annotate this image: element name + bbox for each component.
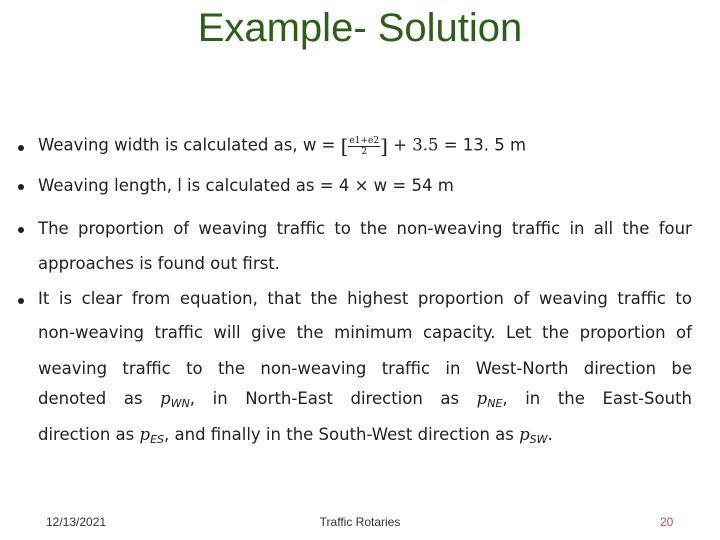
word: proportion [579,323,666,342]
word: direction [350,389,423,408]
fraction-numerator: e1+e2 [349,135,380,146]
word: traffic [381,359,431,378]
word: the [360,219,388,238]
word: the [310,289,338,308]
text: direction as [38,425,140,444]
bullet-dot [18,145,24,151]
bullet-capacity-line-5 [38,425,553,446]
bracket-close: ] [380,134,388,158]
word: of [676,323,692,342]
word: North-East [245,389,333,408]
word: all [593,219,614,238]
word: direction [583,359,657,378]
word: minimum [334,323,413,342]
symbol-p-wn [160,389,195,410]
word: weaving [198,219,268,238]
footer-title: Traffic Rotaries [319,515,401,529]
word: traffic [276,219,326,238]
word: in [445,359,461,378]
bullet-weaving-width [38,134,526,158]
word: proportion [77,219,164,238]
bullet-capacity-line-3 [38,359,692,378]
word: will [213,323,241,342]
page-number: 20 [660,515,674,529]
bullet-proportion-line-2: approaches is found out first. [38,254,280,273]
word: non-weaving [396,219,503,238]
word: the [217,359,246,378]
bullet-weaving-length: Weaving length, l is calculated as = 4 × w = 54 m [38,176,454,195]
bullet-proportion-line-1 [38,219,692,238]
formula-constant: + 3.5 [393,135,439,155]
word: highest [347,289,409,308]
symbol-subscript: SW [529,433,548,446]
text: , and finally in the South-West direction as [164,425,520,444]
word: West-North [475,359,569,378]
word: non-weaving [260,359,367,378]
slide-title: Example- Solution [197,6,523,50]
symbol-p: p [139,425,151,444]
formula-result: = 13. 5 m [443,135,527,155]
word: that [267,289,301,308]
comma: , [189,389,196,408]
word: proportion [417,289,504,308]
word: Let [506,323,532,342]
word: in [212,389,228,408]
word: clear [81,289,123,308]
fraction [348,136,380,157]
word: the [296,323,324,342]
word: be [671,359,692,378]
word: as [123,389,143,408]
word: to [186,359,203,378]
word: the [542,323,570,342]
symbol-p: p [476,389,488,408]
word: equation, [179,289,258,308]
symbol-subscript: NE [487,397,503,410]
symbol-p: p [519,425,530,444]
symbol-subscript: WN [170,397,190,410]
word: traffic [122,359,171,378]
symbol-p-ne [477,389,508,410]
word: of [513,289,530,308]
bullet-text: Weaving width is calculated as, w = [38,135,341,155]
bullet-dot [18,184,24,190]
word: to [334,219,351,238]
period: . [547,425,553,444]
word: the [622,219,650,238]
word: of [173,219,190,238]
bullet-dot [18,227,24,233]
word: in [569,219,585,238]
word: four [658,219,692,238]
word: in [525,389,541,408]
word: It [38,289,50,308]
bullet-capacity-line-4 [38,389,692,410]
bracket-open: [ [340,134,349,158]
word: non-weaving [38,323,145,342]
word: The [38,219,69,238]
symbol-p-sw [519,425,547,444]
fraction-denominator: 2 [361,146,368,157]
symbol-subscript: ES [150,433,165,446]
word: traffic [617,289,666,308]
word: East-South [602,389,692,408]
word: capacity. [422,323,496,342]
word: give [251,323,287,342]
word: traffic [154,323,203,342]
word: the [557,389,585,408]
comma: , [502,389,508,408]
word: is [58,289,73,308]
word: weaving [538,289,608,308]
symbol-p-es [140,425,165,444]
word: to [675,289,692,308]
bullet-dot [18,298,24,304]
word: weaving [38,359,108,378]
word: from [131,289,171,308]
bullet-capacity-line-1 [38,289,692,308]
bullet-capacity-line-2 [38,323,692,342]
symbol-p: p [160,389,171,408]
word: denoted [38,389,107,408]
word: as [440,389,460,408]
footer-date: 12/13/2021 [46,515,107,529]
word: traffic [511,219,561,238]
